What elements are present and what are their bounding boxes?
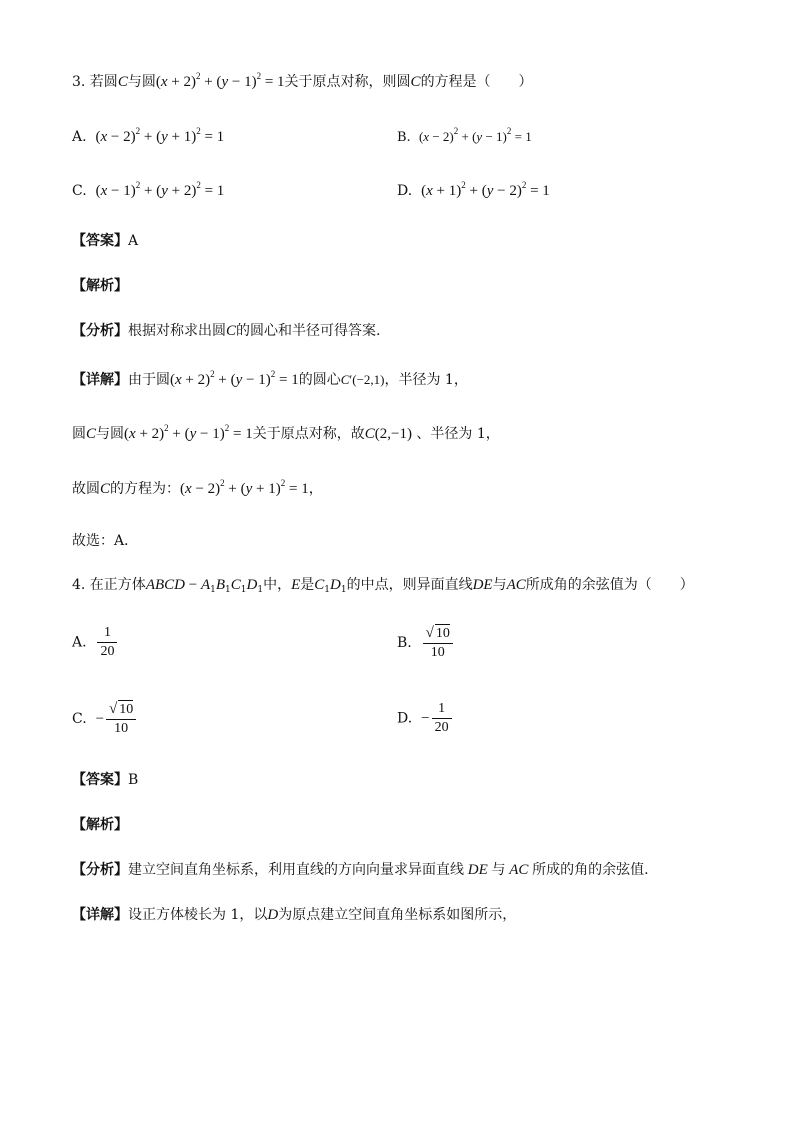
q4-option-a[interactable]: A. $\frac{1}{20}$ — [72, 624, 119, 661]
q3-analysis-heading: 【解析】 — [72, 278, 128, 294]
q4-option-b[interactable]: B. $\frac{√ 10}{10}$ — [397, 624, 455, 662]
q4-stem: 4. 在正方体ABCD − $A_1B_1C_1D_1$中，E是$C_1D_1$的中点，则异面直线DE与AC所成角的余弦值为（ ） — [72, 577, 694, 595]
q3-answer: 【答案】A — [72, 233, 139, 249]
q3-given-circle-eq: $(x + 2)^2 + (y - 1)^2 = 1$ — [155, 71, 285, 90]
q4-answer: 【答案】B — [72, 772, 139, 788]
q3-xiangjie-3: 故圆C的方程为：$(x - 2)^2 + (y + 1)^2 = 1$， — [72, 478, 323, 497]
q3-xiangjie-2: 圆C与圆$(x + 2)^2 + (y - 1)^2 = 1$关于原点对称，故C(2,−1) 、半径为 1， — [72, 423, 500, 442]
q4-option-c[interactable]: C. − $\frac{√ 10}{10}$ — [72, 700, 138, 738]
q3-option-b[interactable]: B. $(x - 2)^2 + (y - 1)^2 = 1$ — [397, 126, 532, 145]
q4-xiangjie: 【详解】设正方体棱长为 1，以D为原点建立空间直角坐标系如图所示， — [72, 907, 517, 923]
q4-fenxi: 【分析】建立空间直角坐标系，利用直线的方向向量求异面直线 DE 与 AC 所成的角的余弦值. — [72, 862, 649, 878]
q4-analysis-heading: 【解析】 — [72, 817, 128, 833]
q4-option-d[interactable]: D. − $\frac{1}{20}$ — [397, 700, 454, 737]
q3-option-d[interactable]: D. $(x + 1)^2 + (y - 2)^2 = 1$ — [397, 180, 550, 199]
q3-xiangjie-1: 【详解】由于圆$(x + 2)^2 + (y - 1)^2 = 1$的圆心C′(−2,1)，半径为 1， — [72, 369, 468, 388]
q3-option-c[interactable]: C. $(x - 1)^2 + (y + 2)^2 = 1$ — [72, 180, 225, 199]
q3-option-a[interactable]: A. $(x - 2)^2 + (y + 1)^2 = 1$ — [72, 126, 225, 145]
q3-fenxi: 【分析】根据对称求出圆C的圆心和半径可得答案. — [72, 323, 381, 339]
q3-stem: 3. 若圆C与圆$(x + 2)^2 + (y - 1)^2 = 1$关于原点对称，则圆C的方程是（ ） — [72, 71, 533, 90]
q3-choose: 故选：A． — [72, 533, 139, 549]
